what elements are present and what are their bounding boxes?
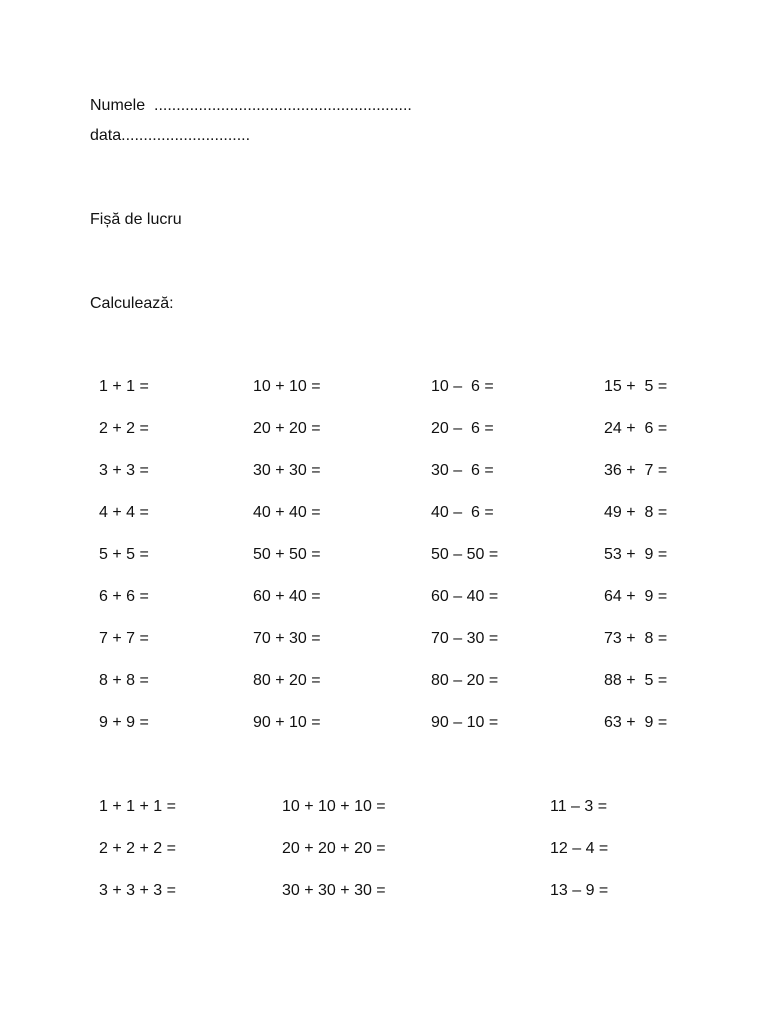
exercise-cell: 11 – 3 = [550,798,608,815]
exercise-cell: 80 – 20 = [431,672,499,689]
exercise-cell: 60 + 40 = [253,588,321,605]
exercise-row [0,545,768,565]
exercise-cell: 90 – 10 = [431,714,499,731]
exercise-cell: 30 + 30 + 30 = [282,882,386,899]
name-field-line: Numele .......................................................... [90,97,412,114]
exercise-cell: 49 + 8 = [604,504,668,521]
exercise-cell: 13 – 9 = [550,882,609,899]
exercise-cell: 80 + 20 = [253,672,321,689]
exercise-cell: 24 + 6 = [604,420,668,437]
exercise-row [0,797,768,817]
exercise-cell: 30 + 30 = [253,462,321,479]
exercise-cell: 10 – 6 = [431,378,494,395]
exercise-cell: 40 + 40 = [253,504,321,521]
exercise-cell: 20 – 6 = [431,420,494,437]
exercise-cell: 20 + 20 + 20 = [282,840,386,857]
exercise-cell: 30 – 6 = [431,462,494,479]
exercise-cell: 2 + 2 = [99,420,149,437]
exercise-cell: 63 + 9 = [604,714,668,731]
date-field-line: data............................. [90,127,251,144]
exercise-cell: 7 + 7 = [99,630,149,647]
exercise-cell: 2 + 2 + 2 = [99,840,176,857]
exercise-cell: 20 + 20 = [253,420,321,437]
exercise-cell: 70 + 30 = [253,630,321,647]
exercise-cell: 12 – 4 = [550,840,609,857]
exercise-cell: 9 + 9 = [99,714,149,731]
exercise-cell: 8 + 8 = [99,672,149,689]
exercise-cell: 10 + 10 + 10 = [282,798,386,815]
exercise-cell: 53 + 9 = [604,546,668,563]
exercise-row [0,839,768,859]
exercise-cell: 88 + 5 = [604,672,668,689]
exercise-cell: 50 – 50 = [431,546,499,563]
exercise-cell: 15 + 5 = [604,378,668,395]
exercise-row [0,503,768,523]
exercise-cell: 3 + 3 = [99,462,149,479]
instruction-text: Calculează: [90,295,174,312]
exercise-cell: 36 + 7 = [604,462,668,479]
exercise-cell: 60 – 40 = [431,588,499,605]
exercise-row [0,377,768,397]
exercise-cell: 10 + 10 = [253,378,321,395]
exercise-row [0,629,768,649]
exercise-cell: 3 + 3 + 3 = [99,882,176,899]
exercise-cell: 4 + 4 = [99,504,149,521]
exercise-row [0,419,768,439]
worksheet-title: Fișă de lucru [90,211,182,228]
exercise-cell: 64 + 9 = [604,588,668,605]
exercise-cell: 70 – 30 = [431,630,499,647]
exercise-cell: 40 – 6 = [431,504,494,521]
exercise-row [0,671,768,691]
exercise-row [0,461,768,481]
exercise-row [0,713,768,733]
exercise-row [0,881,768,901]
exercise-cell: 6 + 6 = [99,588,149,605]
exercise-cell: 90 + 10 = [253,714,321,731]
exercise-cell: 1 + 1 + 1 = [99,798,176,815]
exercise-row [0,587,768,607]
exercise-cell: 1 + 1 = [99,378,149,395]
exercise-cell: 5 + 5 = [99,546,149,563]
exercise-cell: 50 + 50 = [253,546,321,563]
exercise-cell: 73 + 8 = [604,630,668,647]
